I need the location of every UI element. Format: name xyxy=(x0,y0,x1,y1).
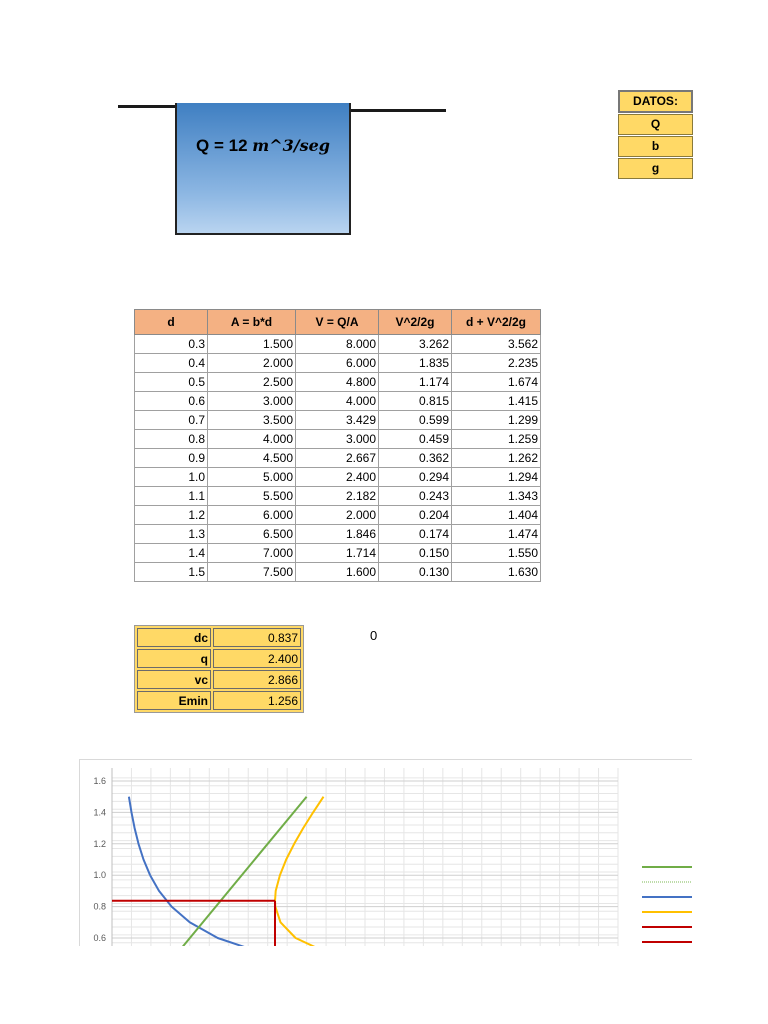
table-cell[interactable]: 2.000 xyxy=(208,354,296,373)
table-cell[interactable]: 1.835 xyxy=(379,354,452,373)
table-cell[interactable]: 0.9 xyxy=(135,449,208,468)
table-body xyxy=(135,335,541,582)
table-cell[interactable]: 1.174 xyxy=(379,373,452,392)
table-cell[interactable]: 5.500 xyxy=(208,487,296,506)
ground-line-right xyxy=(347,109,446,112)
table-cell[interactable]: 0.5 xyxy=(135,373,208,392)
result-label[interactable]: Emin xyxy=(137,691,211,710)
table-row xyxy=(135,373,541,392)
header-velocity[interactable]: V = Q/A xyxy=(296,310,379,335)
header-area[interactable]: A = b*d xyxy=(208,310,296,335)
table-header-row xyxy=(135,310,541,335)
side-value[interactable]: 0 xyxy=(370,628,378,643)
table-cell[interactable]: 3.262 xyxy=(379,335,452,354)
result-value[interactable]: 2.866 xyxy=(213,670,301,689)
table-cell[interactable]: 1.0 xyxy=(135,468,208,487)
table-cell[interactable]: 3.429 xyxy=(296,411,379,430)
table-cell[interactable]: 0.7 xyxy=(135,411,208,430)
y-tick-label: 1.4 xyxy=(93,807,106,818)
table-cell[interactable]: 4.800 xyxy=(296,373,379,392)
table-cell[interactable]: 0.294 xyxy=(379,468,452,487)
result-row xyxy=(137,691,301,710)
table-cell[interactable]: 1.5 xyxy=(135,563,208,582)
table-cell[interactable]: 4.000 xyxy=(208,430,296,449)
table-row xyxy=(135,411,541,430)
table-cell[interactable]: 2.235 xyxy=(452,354,541,373)
table-cell[interactable]: 4.000 xyxy=(296,392,379,411)
table-row xyxy=(135,449,541,468)
series-line-3 xyxy=(275,797,329,946)
datos-item-b[interactable]: b xyxy=(618,136,693,157)
result-row xyxy=(137,628,301,647)
table-cell[interactable]: 1.262 xyxy=(452,449,541,468)
result-label[interactable]: dc xyxy=(137,628,211,647)
table-cell[interactable]: 1.259 xyxy=(452,430,541,449)
y-tick-label: 1.2 xyxy=(93,838,106,849)
table-cell[interactable]: 2.400 xyxy=(296,468,379,487)
table-cell[interactable]: 1.474 xyxy=(452,525,541,544)
table-cell[interactable]: 3.562 xyxy=(452,335,541,354)
table-cell[interactable]: 6.000 xyxy=(208,506,296,525)
table-row xyxy=(135,487,541,506)
table-cell[interactable]: 1.294 xyxy=(452,468,541,487)
result-row xyxy=(137,649,301,668)
chart-frame[interactable] xyxy=(79,759,692,946)
result-row xyxy=(137,670,301,689)
table-row xyxy=(135,430,541,449)
table-cell[interactable]: 1.550 xyxy=(452,544,541,563)
table-cell[interactable]: 0.204 xyxy=(379,506,452,525)
table-cell[interactable]: 1.600 xyxy=(296,563,379,582)
datos-title[interactable]: DATOS: xyxy=(618,90,693,113)
table-cell[interactable]: 7.000 xyxy=(208,544,296,563)
datos-box xyxy=(618,90,693,180)
table-cell[interactable]: 1.630 xyxy=(452,563,541,582)
table-cell[interactable]: 8.000 xyxy=(296,335,379,354)
table-cell[interactable]: 1.415 xyxy=(452,392,541,411)
table-cell[interactable]: 0.362 xyxy=(379,449,452,468)
table-cell[interactable]: 6.500 xyxy=(208,525,296,544)
table-cell[interactable]: 0.459 xyxy=(379,430,452,449)
ground-line-left xyxy=(118,105,177,108)
table-cell[interactable]: 4.500 xyxy=(208,449,296,468)
table-cell[interactable]: 2.000 xyxy=(296,506,379,525)
channel-section xyxy=(175,103,351,235)
energy-table xyxy=(134,309,541,582)
y-tick-label: 1.0 xyxy=(93,870,106,881)
table-cell[interactable]: 0.599 xyxy=(379,411,452,430)
table-cell[interactable]: 1.500 xyxy=(208,335,296,354)
critical-results xyxy=(134,625,304,713)
table-cell[interactable]: 0.6 xyxy=(135,392,208,411)
table-cell[interactable]: 1.3 xyxy=(135,525,208,544)
table-cell[interactable]: 0.174 xyxy=(379,525,452,544)
y-tick-label: 0.6 xyxy=(93,933,106,943)
table-cell[interactable]: 0.8 xyxy=(135,430,208,449)
table-cell[interactable]: 1.2 xyxy=(135,506,208,525)
result-value[interactable]: 2.400 xyxy=(213,649,301,668)
table-cell[interactable]: 7.500 xyxy=(208,563,296,582)
table-cell[interactable]: 2.667 xyxy=(296,449,379,468)
table-cell[interactable]: 0.150 xyxy=(379,544,452,563)
table-row xyxy=(135,468,541,487)
table-row xyxy=(135,544,541,563)
table-row xyxy=(135,335,541,354)
y-tick-label: 1.6 xyxy=(93,776,106,786)
specific-energy-chart[interactable] xyxy=(80,760,692,946)
table-cell[interactable]: 1.846 xyxy=(296,525,379,544)
result-value[interactable]: 1.256 xyxy=(213,691,301,710)
table-cell[interactable]: 5.000 xyxy=(208,468,296,487)
table-cell[interactable]: 2.182 xyxy=(296,487,379,506)
table-cell[interactable]: 0.243 xyxy=(379,487,452,506)
table-cell[interactable]: 1.343 xyxy=(452,487,541,506)
table-row xyxy=(135,354,541,373)
table-cell[interactable]: 6.000 xyxy=(296,354,379,373)
flow-unit: m^3/seg xyxy=(252,136,330,155)
header-velocity-head[interactable]: V^2/2g xyxy=(379,310,452,335)
series-line-1 xyxy=(129,797,150,876)
table-row xyxy=(135,525,541,544)
header-d[interactable]: d xyxy=(135,310,208,335)
table-cell[interactable]: 1.4 xyxy=(135,544,208,563)
table-cell[interactable]: 1.404 xyxy=(452,506,541,525)
result-label[interactable]: q xyxy=(137,649,211,668)
series-line-0 xyxy=(150,875,264,946)
table-cell[interactable]: 1.714 xyxy=(296,544,379,563)
table-cell[interactable]: 3.500 xyxy=(208,411,296,430)
table-cell[interactable]: 3.000 xyxy=(296,430,379,449)
table-row xyxy=(135,563,541,582)
table-row xyxy=(135,506,541,525)
y-tick-label: 0.8 xyxy=(93,901,106,912)
table-cell[interactable]: 3.000 xyxy=(208,392,296,411)
table-row xyxy=(135,392,541,411)
header-specific-energy[interactable]: d + V^2/2g xyxy=(452,310,541,335)
table-cell[interactable]: 2.500 xyxy=(208,373,296,392)
table-cell[interactable]: 0.130 xyxy=(379,563,452,582)
table-cell[interactable]: 1.674 xyxy=(452,373,541,392)
result-value[interactable]: 0.837 xyxy=(213,628,301,647)
table-cell[interactable]: 0.4 xyxy=(135,354,208,373)
flow-label-text: Q = 12 xyxy=(196,136,253,155)
datos-item-g[interactable]: g xyxy=(618,158,693,179)
table-cell[interactable]: 1.299 xyxy=(452,411,541,430)
flow-label xyxy=(177,136,349,156)
result-label[interactable]: vc xyxy=(137,670,211,689)
table-cell[interactable]: 0.815 xyxy=(379,392,452,411)
table-cell[interactable]: 1.1 xyxy=(135,487,208,506)
table-cell[interactable]: 0.3 xyxy=(135,335,208,354)
datos-item-q[interactable]: Q xyxy=(618,114,693,135)
